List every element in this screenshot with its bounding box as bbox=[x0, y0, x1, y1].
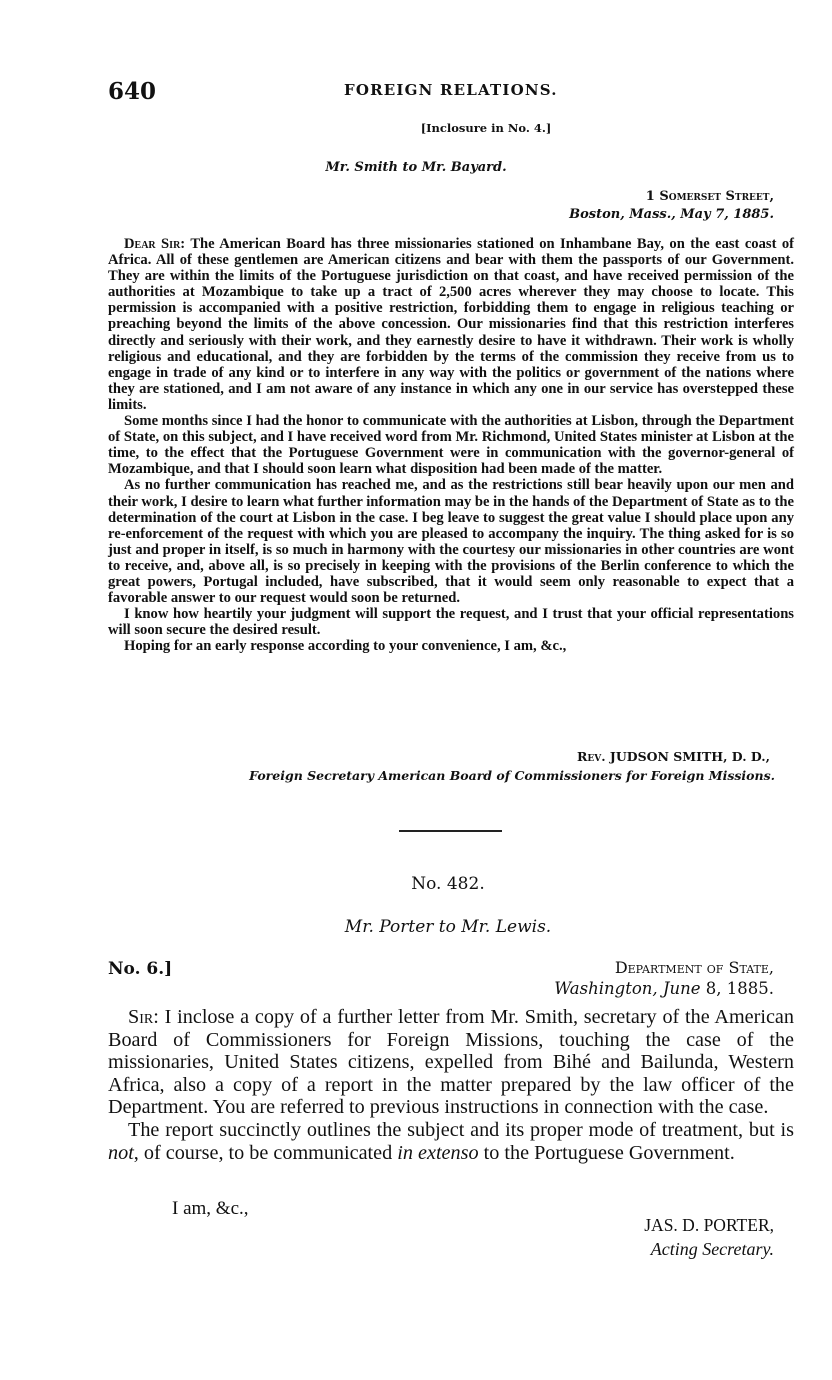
letter-paragraph bbox=[108, 1006, 794, 1119]
document-number: No. 482. bbox=[411, 874, 485, 894]
enclosure-label: [Inclosure in No. 4.] bbox=[420, 121, 552, 135]
department-place-date bbox=[440, 979, 774, 998]
enclosure-signature-title: Foreign Secretary American Board of Commissioners for Foreign Missions. bbox=[249, 768, 775, 783]
enclosure-salutation: Dear Sir: bbox=[124, 236, 186, 252]
enclosure-paragraph: Some months since I had the honor to communicate with the authorities at Lisbon, through the Department of State, on this subject, and I have received word from Mr. Richmond, United States minister at Lisbon at the time, to the effect that the Portuguese Government were in communication with the governor-general of Mozambique, and that I should soon learn what disposition had been made of the matter. bbox=[108, 413, 794, 478]
enclosure-paragraph bbox=[108, 236, 794, 413]
document-title: Mr. Porter to Mr. Lewis. bbox=[344, 917, 552, 937]
page-number: 640 bbox=[108, 78, 157, 105]
enclosure-address-city-date: Boston, Mass., May 7, 1885. bbox=[569, 207, 774, 222]
enclosure-address-street: 1 Somerset Street, bbox=[645, 189, 774, 204]
dept-place: Washington, June bbox=[554, 979, 701, 998]
running-title: FOREIGN RELATIONS. bbox=[344, 81, 558, 99]
enclosure-paragraph: Hoping for an early response according to your convenience, I am, &c., bbox=[124, 638, 567, 655]
enclosure-signature-name bbox=[108, 749, 770, 764]
para2-emphasis-not: not bbox=[108, 1141, 134, 1164]
para2-text-b: , of course, to be communicated bbox=[133, 1141, 398, 1164]
enclosure-title: Mr. Smith to Mr. Bayard. bbox=[325, 160, 507, 175]
document-reference: No. 6.] bbox=[108, 959, 173, 979]
enclosure-paragraph-text: The American Board has three missionaries stationed on Inhambane Bay, on the east coast of Africa. All of these gentlemen are American citizens and bear with them the passports of our Government. They are within the limits of the Portuguese jurisdiction on that coast, and have received permission of the authorities at Mozambique to take up a tract of 2,500 acres wherever they may choose to locate. This permission is accompanied with a positive restriction, forbidding them to engage in religious teaching or preaching beyond the limits of the above concession. Our missionaries find that this restriction interferes directly and seriously with their work, and they earnestly desire to have it withdrawn. Their work is wholly religious and educational, and they are forbidden by the terms of the commission they receive from us to engage in trade of any kind or to interfere in any way with the politics or government of the nations where they are stationed, and I am not aware of any instance in which any one in our service has overstepped these limits. bbox=[108, 236, 795, 413]
para2-text-a: The report succinctly outlines the subject and its proper mode of treatment, but is bbox=[128, 1118, 794, 1141]
enclosure-paragraph: As no further communication has reached me, and as the restrictions still bear heavily upon our men and their work, I desire to learn what further information may be in the hands of the Department of State as to the determination of the court at Lisbon in the case. I beg leave to suggest the great value I should place upon any re-enforcement of the request with which you are pleased to accompany the inquiry. The thing asked for is so just and proper in itself, is so much in harmony with the courtesy our missionaries in other countries are wont to receive, and, above all, is so precisely in keeping with the provisions of the Berlin conference to which the great powers, Portugal included, have subscribed, that it would seem only reasonable to expect that a favorable answer to our request would soon be returned. bbox=[108, 477, 794, 607]
department-heading: Department of State, bbox=[614, 958, 774, 977]
letter-salutation: Sir: bbox=[128, 1006, 159, 1028]
letter-closing: I am, &c., bbox=[172, 1198, 249, 1219]
signature-name-text: Rev. JUDSON SMITH, D. D., bbox=[576, 749, 770, 764]
enclosure-letter-body bbox=[108, 236, 794, 654]
letter-paragraph-text: I inclose a copy of a further letter from Mr. Smith, secretary of the American Board of Commissioners for Foreign Missions, touching the case of the missionaries, United States citizens, expelled from Bihé and Bailunda, Western Africa, also a copy of a report in the matter prepared by the law officer of the Department. You are referred to previous instructions in connection with the case. bbox=[108, 1006, 794, 1119]
letter-body bbox=[108, 1006, 794, 1164]
letter-paragraph bbox=[108, 1119, 794, 1164]
enclosure-paragraph: I know how heartily your judgment will support the request, and I trust that your official representations will soon secure the desired result. bbox=[108, 606, 794, 639]
signer-title: Acting Secretary. bbox=[650, 1239, 774, 1259]
para2-text-c: to the Portuguese Government. bbox=[478, 1141, 735, 1164]
para2-emphasis-extenso: in extenso bbox=[397, 1141, 479, 1164]
section-divider bbox=[399, 830, 502, 832]
signer-name: JAS. D. PORTER, bbox=[644, 1215, 774, 1235]
dept-date: 8, 1885. bbox=[700, 979, 774, 998]
